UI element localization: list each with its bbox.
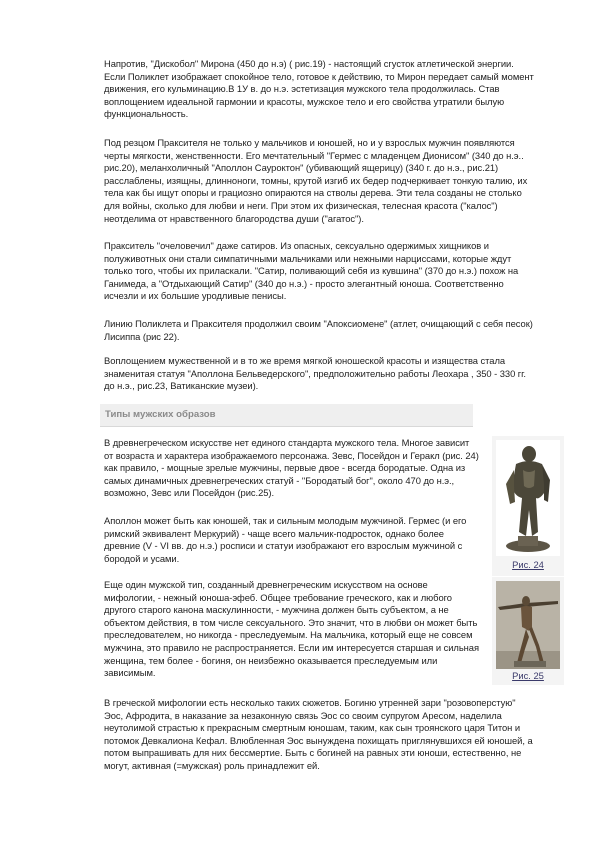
statue-heracles-icon xyxy=(496,440,560,556)
figure-24 xyxy=(492,436,564,576)
paragraph: Линию Поликлета и Праксителя продолжил своим "Апоксиомене" (атлет, очищающий с себя песок) Лисиппа (рис 22). xyxy=(104,318,533,342)
paragraph: Напротив, "Дискобол" Мирона (450 до н.э) ( рис.19) - настоящий сгусток атлетической энергии. Если Поликлет изображает спокойное тело, готовое к действию, то Мирон передает самый момент движения, его кульминацию.В 1У в. до н.э. эстетизация мужского тела продолжилась. Став воплощением идеальной гармонии и красоты, мужское тело и его свойства утратили былую функциональность. xyxy=(104,58,534,120)
section-title: Типы мужских образов xyxy=(105,409,216,420)
figure-caption-link[interactable]: Рис. 24 xyxy=(512,559,544,570)
paragraph: Аполлон может быть как юношей, так и сильным молодым мужчиной. Гермес (и его римский эквивалент Меркурий) - чаще всего мальчик-подросток, однако более древние (V - VI вв. до н.э.) росписи и статуи изображают его взрослым мужчиной с бородой и усами. xyxy=(104,515,467,564)
paragraph: В греческой мифологии есть несколько таких сюжетов. Богиню утренней зари "розовоперстую" Эос, Афродита, в наказание за незаконную связь Эос со своим супругом Аресом, наделила неутолимой страстью к прекрасным смертным юношам, таким, как сын троянского царя Титон и потомок Девкалиона Кефал. Влюбленная Эос вынуждена похищать приглянувшихся ей юношей, а потом выпрашивать для них бессмертие. Быть с богиней на равных эти юноши, естественно, не могут, активная (=мужская) роль принадлежит ей. xyxy=(104,697,533,771)
paragraph: Воплощением мужественной и в то же время мягкой юношеской красоты и изящества стала знаменитая статуя "Аполлона Бельведерского", предположительно работы Леохара , 350 - 330 гг. до н.э., рис.23, Ватиканские музеи). xyxy=(104,355,526,392)
section-header xyxy=(100,404,473,427)
figure-25 xyxy=(492,577,564,685)
statue-bearded-god-icon xyxy=(496,581,560,669)
paragraph: Под резцом Праксителя не только у мальчиков и юношей, но и у взрослых мужчин появляются черты мягкости, женственности. Его мечтательный "Гермес с младенцем Дионисом" (340 до н.э.. рис.20), меланхоличный "Аполлон Сауроктон" (убивающий ящерицу) (340 г. до н.э., рис.21) расслаблены, изящны, длинноноги, томны, крутой изгиб их бедер подчеркивает тонкую талию, их тела как бы ищут опоры и грациозно опираются на стволы дерева. Эти тела созданы не столько для войны, сколько для любви и неги. При этом их физическая, телесная красота ("калос") неотделима от нравственного благородства души ("агатос"). xyxy=(104,137,528,224)
paragraph: Еще один мужской тип, созданный древнегреческим искусством на основе мифологии, - нежный юноша-эфеб. Общее требование греческого, как и любого другого старого канона маскулинности, - мужчина должен быть субъектом, а не объектом действия, в том числе сексуального. Это значит, что в любви он может быть преследователем, но никогда - преследуемым. На мальчика, который еще не совсем мужчина, это правило не распространяется. Если им интересуется старшая и сильная женщина, тем более - богиня, он неизбежно оказывается преследуемым или зависимым. xyxy=(104,579,479,679)
figure-caption-link[interactable]: Рис. 25 xyxy=(512,670,544,681)
paragraph: Пракситель "очеловечил" даже сатиров. Из опасных, сексуально одержимых хищников и полуживотных они стали симпатичными мальчиками или нежными нарциссами, которые ждут только того, чтобы их приласкали. "Сатир, поливающий себя из кувшина" (370 до н.э.) похож на Ганимеда, а "Отдыхающий Сатир" (340 до н.э.) - просто элегантный юноша. Соответственно исчезли и их большие уродливые пенисы. xyxy=(104,240,519,302)
paragraph: В древнегреческом искусстве нет единого стандарта мужского тела. Многое зависит от возраста и характера изображаемого персонажа. Зевс, Посейдон и Геракл (рис. 24) как правило, - мощные зрелые мужчины, первые двое - всегда бородатые. Одна из самых динамичных древнегреческих статуй - "Бородатый бог", около 470 до н.э., возможно, Зевс или Посейдон (рис.25). xyxy=(104,437,479,499)
